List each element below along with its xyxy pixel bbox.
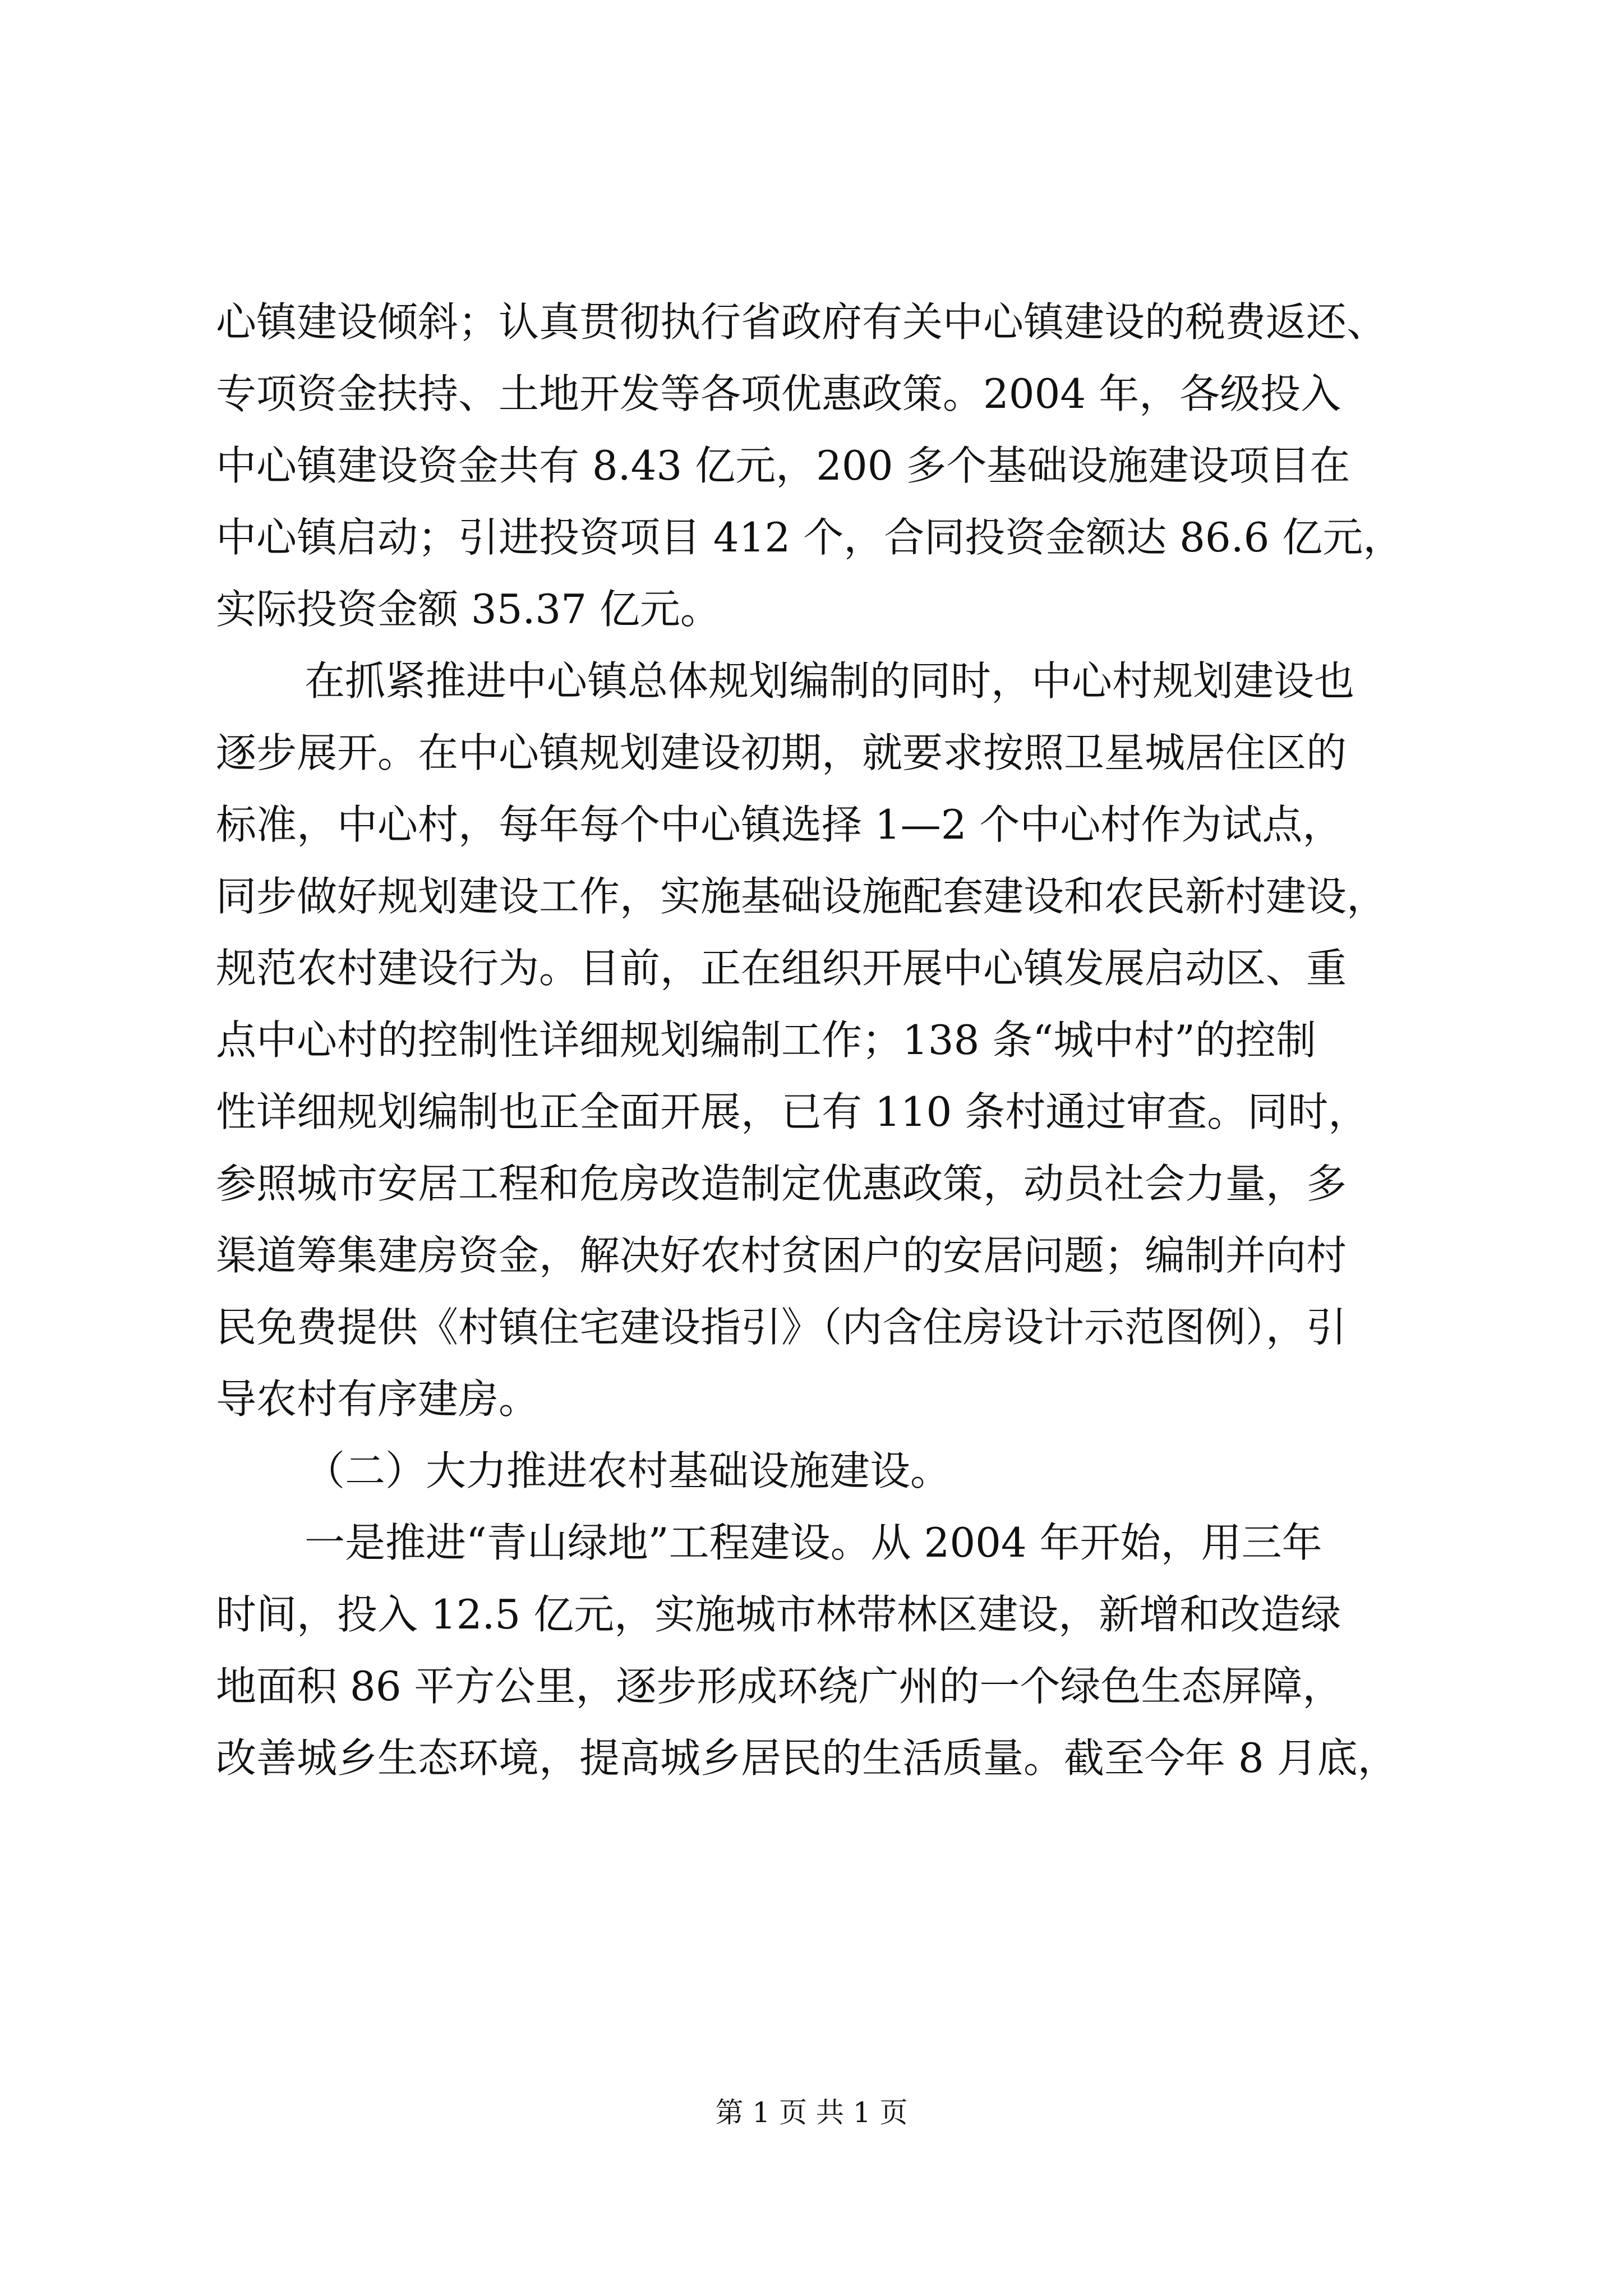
- text-line: 中心镇启动；引进投资项目 412 个，合同投资金额达 86.6 亿元，: [216, 514, 1404, 561]
- section-heading: （二）大力推进农村基础设施建设。: [305, 1447, 951, 1494]
- text-line: 渠道筹集建房资金，解决好农村贫困户的安居问题；编制并向村: [216, 1232, 1347, 1279]
- paragraph-first-line: 一是推进“青山绿地”工程建设。从 2004 年开始，用三年: [305, 1519, 1322, 1566]
- page-footer: 第 1 页 共 1 页: [715, 2096, 908, 2129]
- text-line: 时间，投入 12.5 亿元，实施城市林带林区建设，新增和改造绿: [216, 1591, 1341, 1638]
- text-line: 改善城乡生态环境，提高城乡居民的生活质量。截至今年 8 月底，: [216, 1734, 1398, 1782]
- text-line: 标准，中心村，每年每个中心镇选择 1—2 个中心村作为试点，: [216, 801, 1343, 848]
- text-line: 同步做好规划建设工作，实施基础设施配套建设和农民新村建设，: [216, 873, 1387, 920]
- text-line: 中心镇建设资金共有 8.43 亿元，200 多个基础设施建设项目在: [216, 442, 1350, 489]
- text-line: 导农村有序建房。: [216, 1375, 540, 1423]
- text-line: 参照城市安居工程和危房改造制定优惠政策，动员社会力量，多: [216, 1160, 1347, 1207]
- text-line: 点中心村的控制性详细规划编制工作；138 条“城中村”的控制: [216, 1016, 1316, 1064]
- document-body: [216, 286, 1416, 1794]
- text-line: 逐步展开。在中心镇规划建设初期，就要求按照卫星城居住区的: [216, 729, 1347, 776]
- paragraph-first-line: 在抓紧推进中心镇总体规划编制的同时，中心村规划建设也: [305, 657, 1355, 705]
- text-line: 专项资金扶持、土地开发等各项优惠政策。2004 年，各级投入: [216, 370, 1341, 417]
- text-line: 民免费提供《村镇住宅建设指引》（内含住房设计示范图例），引: [216, 1304, 1347, 1351]
- text-line: 性详细规划编制也正全面开展，已有 110 条村通过审查。同时，: [216, 1088, 1369, 1135]
- text-line: 地面积 86 平方公里，逐步形成环绕广州的一个绿色生态屏障，: [216, 1663, 1343, 1710]
- text-line: 实际投资金额 35.37 亿元。: [216, 586, 721, 633]
- text-line: 心镇建设倾斜；认真贯彻执行省政府有关中心镇建设的税费返还、: [216, 298, 1387, 346]
- text-line: 规范农村建设行为。目前，正在组织开展中心镇发展启动区、重: [216, 945, 1347, 992]
